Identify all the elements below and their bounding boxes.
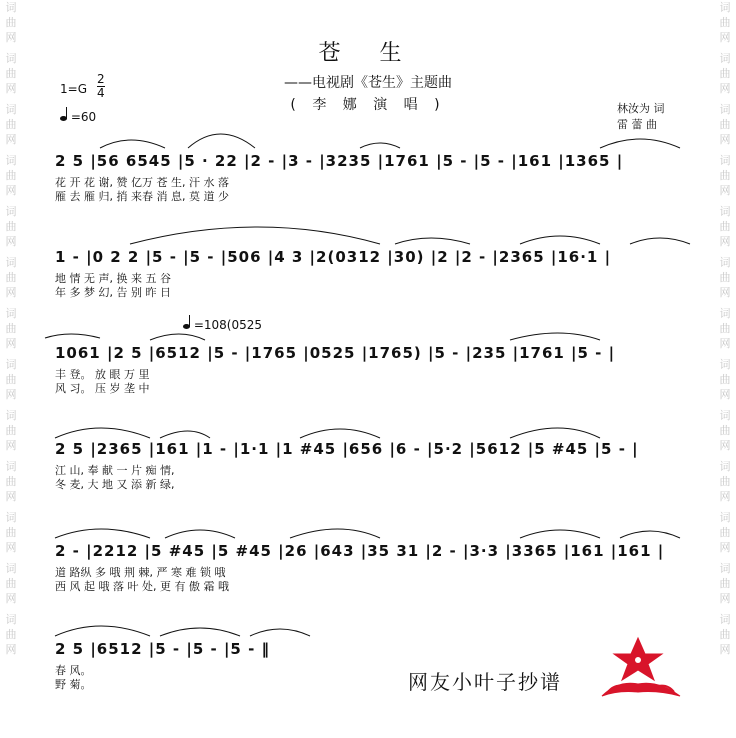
time-signature	[97, 73, 105, 100]
tempo-change-marking	[183, 318, 262, 332]
watermark-glyph: 曲	[719, 322, 731, 335]
watermark-glyph: 词	[5, 103, 17, 116]
lyrics-verse-2: 年 多 梦 幻, 告 别 昨 日	[55, 286, 171, 299]
watermark-glyph: 曲	[5, 16, 17, 29]
watermark-glyph: 曲	[719, 67, 731, 80]
lyrics-verse-1: 地 情 无 声, 换 来 五 谷	[55, 272, 171, 285]
watermark-glyph: 网	[719, 31, 731, 44]
singer-credit: ( 李 娜 演 唱 )	[290, 97, 446, 113]
watermark-glyph: 曲	[5, 628, 17, 641]
lyrics-verse-2: 雁 去 雁 归, 捎 来春 消 息, 莫 道 少	[55, 190, 229, 203]
watermark-glyph: 曲	[5, 475, 17, 488]
watermark-glyph: 网	[719, 337, 731, 350]
watermark-glyph: 词	[5, 613, 17, 626]
lyrics-verse-2: 西 风 起 哦 落 叶 处, 更 有 傲 霜 哦	[55, 580, 229, 593]
watermark-glyph: 曲	[719, 475, 731, 488]
notation-row: 1061 |2 5 |6512 |5 - |1765 |0525 |1765) |5 - |235 |1761 |5 - |	[55, 344, 616, 362]
watermark-glyph: 网	[5, 337, 17, 350]
watermark-glyph: 网	[719, 490, 731, 503]
watermark-glyph: 网	[5, 286, 17, 299]
lyrics-verse-1: 江 山, 奉 献 一 片 痴 情,	[55, 464, 175, 477]
time-signature-bottom: 4	[97, 86, 105, 100]
quarter-note-icon	[60, 116, 67, 121]
watermark-glyph: 网	[5, 592, 17, 605]
watermark-glyph: 词	[5, 409, 17, 422]
watermark-glyph: 网	[719, 643, 731, 656]
watermark-glyph: 网	[719, 82, 731, 95]
watermark-glyph: 词	[5, 52, 17, 65]
notation-row: 2 - |2212 |5 #45 |5 #45 |26 |643 |35 31 |2 - |3·3 |3365 |161 |161 |	[55, 542, 665, 560]
lyrics-verse-1: 道 路纵 多 哦 荆 棘, 严 寒 难 锁 哦	[55, 566, 226, 579]
lyrics-verse-2: 野 菊。	[55, 678, 92, 691]
notation-row: 2 5 |2365 |161 |1 - |1·1 |1 #45 |656 |6 - |5·2 |5612 |5 #45 |5 - |	[55, 440, 639, 458]
watermark-glyph: 网	[5, 133, 17, 146]
watermark-glyph: 曲	[719, 220, 731, 233]
transcriber-signature: 网友小叶子抄谱	[408, 670, 562, 694]
watermark-glyph: 词	[719, 52, 731, 65]
watermark-glyph: 词	[5, 307, 17, 320]
watermark-glyph: 曲	[5, 271, 17, 284]
tempo-marking	[60, 110, 96, 124]
time-signature-top: 2	[97, 72, 105, 86]
key-signature: 1=G	[60, 82, 87, 96]
watermark-glyph: 曲	[5, 373, 17, 386]
watermark-glyph: 词	[5, 511, 17, 524]
watermark-glyph: 词	[5, 1, 17, 14]
score-line-4	[55, 440, 685, 490]
watermark-glyph: 网	[719, 133, 731, 146]
watermark-glyph: 曲	[5, 220, 17, 233]
watermark-glyph: 词	[5, 460, 17, 473]
watermark-glyph: 曲	[5, 118, 17, 131]
lyrics-verse-2: 风 习。 压 岁 垄 中	[55, 382, 150, 395]
watermark-glyph: 网	[719, 235, 731, 248]
watermark-glyph: 词	[719, 256, 731, 269]
score-line-2	[55, 248, 685, 298]
watermark-glyph: 曲	[5, 424, 17, 437]
score-line-1	[55, 152, 685, 202]
watermark-glyph: 曲	[719, 271, 731, 284]
watermark-glyph: 词	[719, 103, 731, 116]
song-title: 苍 生	[318, 41, 418, 66]
lyrics-verse-1: 丰 登。 放 眼 万 里	[55, 368, 150, 381]
watermark-glyph: 词	[5, 256, 17, 269]
watermark-glyph: 网	[719, 286, 731, 299]
watermark-glyph: 曲	[719, 577, 731, 590]
watermark-glyph: 词	[719, 307, 731, 320]
watermark-glyph: 词	[719, 460, 731, 473]
watermark-glyph: 词	[719, 562, 731, 575]
tempo-change-value: =108(0525	[193, 318, 263, 332]
watermark-glyph: 词	[5, 358, 17, 371]
notation-row: 1 - |0 2 2 |5 - |5 - |506 |4 3 |2(0312 |30) |2 |2 - |2365 |16·1 |	[55, 248, 612, 266]
watermark-glyph: 网	[719, 592, 731, 605]
watermark-glyph: 网	[719, 184, 731, 197]
watermark-glyph: 网	[719, 439, 731, 452]
flower-logo	[598, 634, 684, 698]
lyrics-verse-2: 冬 麦, 大 地 又 添 新 绿,	[55, 478, 175, 491]
song-subtitle: ——电视剧《苍生》主题曲	[284, 75, 452, 91]
watermark-glyph: 词	[5, 562, 17, 575]
watermark-glyph: 曲	[5, 169, 17, 182]
watermark-glyph: 网	[5, 490, 17, 503]
watermark-glyph: 词	[719, 613, 731, 626]
lyricist-credit: 林汝为 词	[617, 102, 665, 115]
watermark-glyph: 曲	[719, 16, 731, 29]
watermark-glyph: 曲	[5, 577, 17, 590]
watermark-glyph: 曲	[719, 118, 731, 131]
watermark-glyph: 曲	[719, 526, 731, 539]
watermark-glyph: 曲	[5, 526, 17, 539]
watermark-glyph: 词	[719, 1, 731, 14]
watermark-glyph: 网	[5, 541, 17, 554]
watermark-glyph: 曲	[719, 373, 731, 386]
watermark-glyph: 网	[5, 235, 17, 248]
watermark-gap	[716, 657, 734, 663]
notation-row: 2 5 |6512 |5 - |5 - |5 - ‖	[55, 640, 271, 658]
score-line-3	[55, 344, 685, 394]
watermark-glyph: 词	[5, 154, 17, 167]
watermark-glyph: 网	[719, 541, 731, 554]
watermark-glyph: 词	[719, 205, 731, 218]
watermark-glyph: 曲	[719, 628, 731, 641]
composer-credit: 雷 蕾 曲	[617, 118, 657, 131]
score-line-5	[55, 542, 685, 592]
notation-row: 2 5 |56 6545 |5 · 22 |2 - |3 - |3235 |1761 |5 - |5 - |161 |1365 |	[55, 152, 624, 170]
watermark-glyph: 曲	[719, 169, 731, 182]
lyrics-verse-1: 春 风。	[55, 664, 92, 677]
watermark-glyph: 词	[719, 358, 731, 371]
watermark-glyph: 词	[719, 511, 731, 524]
tempo-value: =60	[70, 110, 97, 124]
watermark-glyph: 网	[5, 439, 17, 452]
watermark-glyph: 网	[5, 82, 17, 95]
watermark-glyph: 网	[5, 388, 17, 401]
watermark-glyph: 曲	[5, 67, 17, 80]
watermark-glyph: 词	[5, 205, 17, 218]
watermark-glyph: 网	[719, 388, 731, 401]
lyrics-verse-1: 花 开 花 谢, 赞 亿万 苍 生, 汗 水 落	[55, 176, 229, 189]
watermark-glyph: 网	[5, 184, 17, 197]
quarter-note-icon	[183, 324, 190, 329]
watermark-glyph: 词	[719, 409, 731, 422]
watermark-glyph: 网	[5, 643, 17, 656]
watermark-glyph: 曲	[5, 322, 17, 335]
watermark-glyph: 词	[719, 154, 731, 167]
watermark-glyph: 网	[5, 31, 17, 44]
watermark-glyph: 曲	[719, 424, 731, 437]
watermark-gap	[2, 657, 20, 663]
score-line-6	[55, 640, 685, 690]
